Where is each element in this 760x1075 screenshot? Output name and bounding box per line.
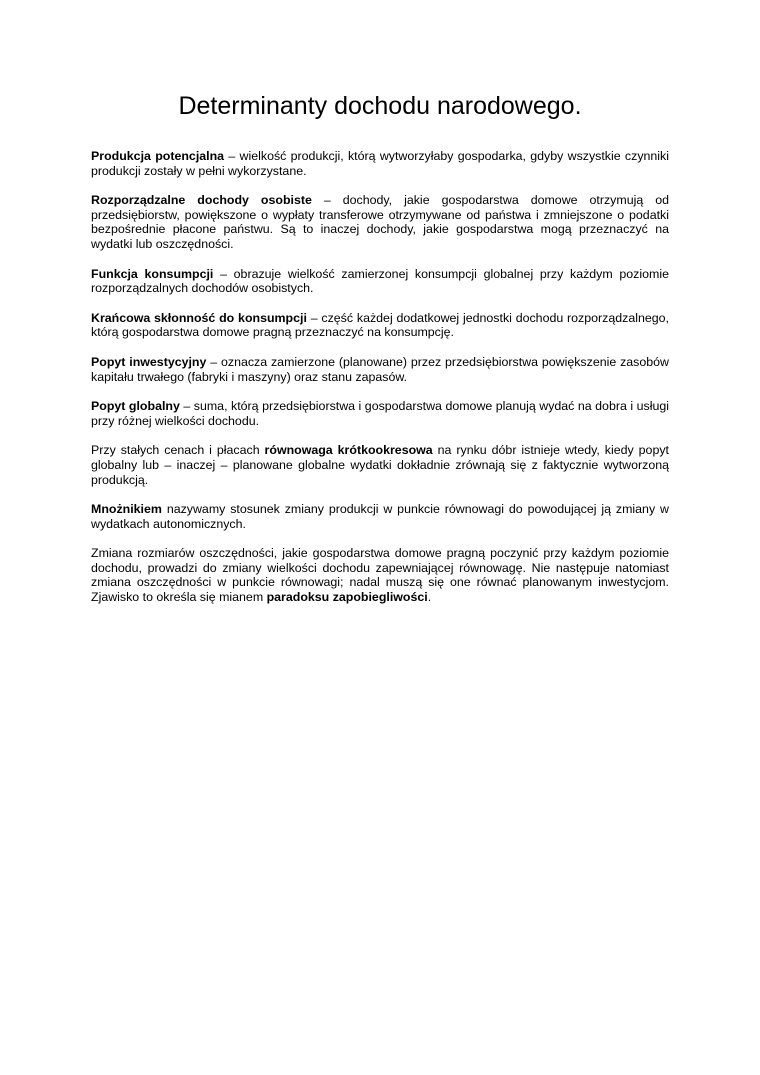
document-body	[91, 149, 669, 620]
paragraph-text: Zmiana rozmiarów oszczędności, jakie gospodarstwa domowe pragną poczynić przy każdym poziomie dochodu, prowadzi do zmiany wielkości dochodu zapewniającej równowagę. Nie następuje natomiast zmiana oszczędności w punkcie równowagi; nadal muszą się one równać planowanym inwestycjom. Zjawisko to określa się mianem	[91, 546, 669, 605]
definition-text: – część każdej dodatkowej jednostki dochodu rozporządzalnego, którą gospodarstwa domowe pragną przeznaczyć na konsumpcję.	[91, 310, 669, 340]
definition-marginal-propensity	[91, 311, 669, 340]
definition-investment-demand	[91, 355, 669, 384]
definition-term: Krańcowa skłonność do konsumpcji	[91, 310, 307, 325]
highlighted-term: równowaga krótkookresowa	[264, 443, 433, 458]
definition-text: – dochody, jakie gospodarstwa domowe otrzymują od przedsiębiorstw, powiększone o wypłaty transferowe otrzymywane od państwa i zmniejszone o podatki bezpośrednie płacone państwu. Są to inaczej dochody, jakie gospodarstwa mogą przeznaczyć na wydatki lub oszczędności.	[91, 193, 669, 251]
definition-term: Popyt globalny	[91, 399, 180, 414]
document-title: Determinanty dochodu narodowego.	[178, 92, 582, 120]
definition-potential-output	[91, 149, 669, 178]
definition-text: – suma, którą przedsiębiorstwa i gospodarstwa domowe planują wydać na dobra i usługi przy różnej wielkości dochodu.	[91, 399, 669, 428]
definition-term: Funkcja konsumpcji	[91, 266, 214, 281]
highlighted-term: Mnożnikiem	[91, 502, 162, 517]
paragraph-paradox-of-thrift	[91, 546, 669, 604]
definition-term: Rozporządzalne dochody osobiste	[91, 193, 312, 208]
paragraph-short-run-equilibrium	[91, 443, 669, 487]
definition-text: – wielkość produkcji, którą wytworzyłaby gospodarka, gdyby wszystkie czynniki produkcji zostały w pełni wykorzystane.	[91, 149, 669, 178]
paragraph-multiplier	[91, 502, 669, 531]
paragraph-text: nazywamy stosunek zmiany produkcji w punkcie równowagi do powodującej ją zmiany w wydatkach autonomicznych.	[91, 502, 669, 531]
definition-text: – oznacza zamierzone (planowane) przez przedsiębiorstwa powiększenie zasobów kapitału trwałego (fabryki i maszyny) oraz stanu zapasów.	[91, 354, 669, 384]
definition-text: – obrazuje wielkość zamierzonej konsumpcji globalnej przy każdym poziomie rozporządzalnych dochodów osobistych.	[91, 266, 669, 296]
definition-disposable-income	[91, 193, 669, 251]
definition-term: Produkcja potencjalna	[91, 149, 225, 163]
paragraph-text: Przy stałych cenach i płacach	[91, 443, 265, 458]
highlighted-term: paradoksu zapobiegliwości	[266, 590, 428, 605]
definition-term: Popyt inwestycyjny	[91, 354, 207, 369]
paragraph-text: na rynku dóbr istnieje wtedy, kiedy popyt globalny lub – inaczej – planowane globalne wydatki dokładnie zrównają się z faktycznie wytworzoną produkcją.	[91, 443, 669, 487]
definition-consumption-function	[91, 267, 669, 296]
paragraph-text: .	[427, 590, 432, 605]
definition-aggregate-demand	[91, 399, 669, 428]
